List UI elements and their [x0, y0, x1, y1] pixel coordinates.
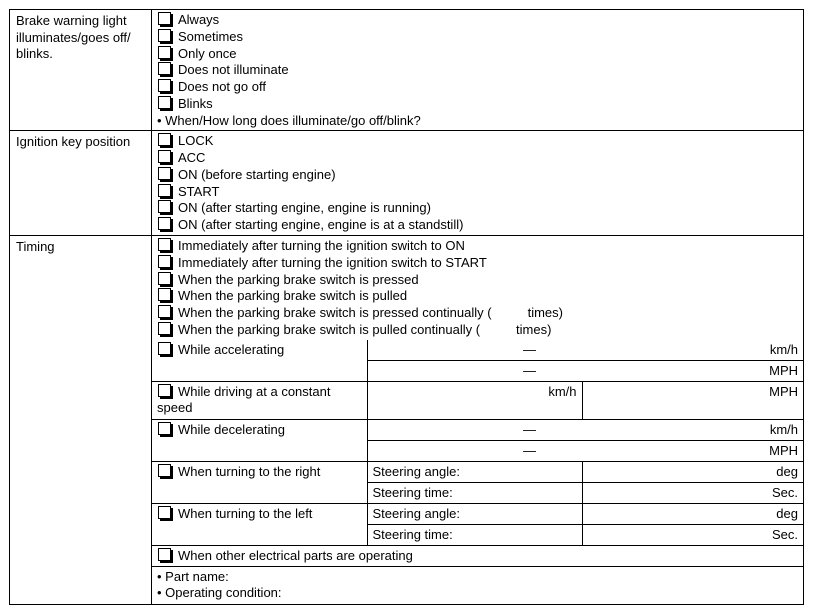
brake-warning-options: [152, 10, 804, 131]
checkbox-icon[interactable]: [158, 46, 171, 59]
checkbox-icon[interactable]: [158, 272, 171, 285]
turn-right-row: [152, 461, 803, 482]
option-only-once[interactable]: Only once: [157, 46, 799, 63]
option-on-standstill[interactable]: ON (after starting engine, engine is at a standstill): [157, 217, 799, 234]
constant-speed-option[interactable]: While driving at a constant speed: [152, 381, 367, 419]
option-on-running[interactable]: ON (after starting engine, engine is running): [157, 200, 799, 217]
checkbox-icon[interactable]: [158, 96, 171, 109]
checkbox-icon[interactable]: [158, 167, 171, 180]
accelerating-mph-field[interactable]: — MPH: [367, 360, 803, 381]
brake-warning-label: Brake warning light illuminates/goes off/ blinks.: [10, 10, 152, 131]
option-after-on[interactable]: Immediately after turning the ignition switch to ON: [157, 238, 799, 255]
steering-angle-label: Steering angle:: [367, 503, 582, 524]
option-after-start[interactable]: Immediately after turning the ignition switch to START: [157, 255, 799, 272]
steering-time-label: Steering time:: [367, 482, 582, 503]
checkbox-icon[interactable]: [158, 288, 171, 301]
checkbox-icon[interactable]: [158, 506, 171, 519]
checkbox-icon[interactable]: [158, 238, 171, 251]
steering-time-label: Steering time:: [367, 524, 582, 545]
checkbox-icon[interactable]: [158, 255, 171, 268]
checkbox-icon[interactable]: [158, 342, 171, 355]
checkbox-icon[interactable]: [158, 133, 171, 146]
timing-cell: [152, 236, 804, 605]
option-does-not-go-off[interactable]: Does not go off: [157, 79, 799, 96]
option-brake-pressed[interactable]: When the parking brake switch is pressed: [157, 272, 799, 289]
part-details-row: [152, 566, 803, 604]
checkbox-icon[interactable]: [158, 200, 171, 213]
option-blinks[interactable]: Blinks: [157, 96, 799, 113]
timing-label: Timing: [10, 236, 152, 605]
checkbox-icon[interactable]: [158, 150, 171, 163]
turn-left-option[interactable]: When turning to the left: [152, 503, 367, 545]
checkbox-icon[interactable]: [158, 62, 171, 75]
driving-conditions-table: [152, 340, 803, 604]
checkbox-icon[interactable]: [158, 217, 171, 230]
decelerating-kmh-field[interactable]: — km/h: [367, 419, 803, 440]
part-name-label: • Part name:: [157, 568, 229, 584]
checkbox-icon[interactable]: [158, 79, 171, 92]
electrical-option[interactable]: When other electrical parts are operating: [152, 545, 803, 566]
constant-speed-mph-field[interactable]: MPH: [582, 381, 803, 419]
decelerating-mph-field[interactable]: — MPH: [367, 440, 803, 461]
brake-warning-row: [10, 10, 804, 131]
checkbox-icon[interactable]: [158, 322, 171, 335]
decelerating-option[interactable]: While decelerating: [152, 419, 367, 461]
steering-angle-label: Steering angle:: [367, 461, 582, 482]
ignition-label: Ignition key position: [10, 131, 152, 236]
ignition-row: [10, 131, 804, 236]
turn-right-angle-field[interactable]: deg: [582, 461, 803, 482]
constant-speed-kmh-field[interactable]: km/h: [367, 381, 582, 419]
checkbox-icon[interactable]: [158, 29, 171, 42]
checkbox-icon[interactable]: [158, 384, 171, 397]
checkbox-icon[interactable]: [158, 422, 171, 435]
checkbox-icon[interactable]: [158, 12, 171, 25]
option-pulled-continually[interactable]: When the parking brake switch is pulled continually ( times): [157, 322, 799, 339]
timing-options: [152, 236, 803, 340]
turn-right-time-field[interactable]: Sec.: [582, 482, 803, 503]
option-always[interactable]: Always: [157, 12, 799, 29]
ignition-options: [152, 131, 804, 236]
option-pressed-continually[interactable]: When the parking brake switch is pressed continually ( times): [157, 305, 799, 322]
option-on-before-start[interactable]: ON (before starting engine): [157, 167, 799, 184]
checkbox-icon[interactable]: [158, 464, 171, 477]
checkbox-icon[interactable]: [158, 305, 171, 318]
constant-speed-row: [152, 381, 803, 419]
option-sometimes[interactable]: Sometimes: [157, 29, 799, 46]
checkbox-icon[interactable]: [158, 184, 171, 197]
turn-right-option[interactable]: When turning to the right: [152, 461, 367, 503]
accelerating-kmh-field[interactable]: — km/h: [367, 340, 803, 361]
option-lock[interactable]: LOCK: [157, 133, 799, 150]
electrical-row: [152, 545, 803, 566]
turn-left-angle-field[interactable]: deg: [582, 503, 803, 524]
timing-row: [10, 236, 804, 605]
checkbox-icon[interactable]: [158, 548, 171, 561]
brake-note: • When/How long does illuminate/go off/blink?: [157, 112, 421, 128]
inspection-form: [9, 9, 804, 605]
turn-left-time-field[interactable]: Sec.: [582, 524, 803, 545]
part-details-cell[interactable]: [152, 566, 803, 604]
option-acc[interactable]: ACC: [157, 150, 799, 167]
option-start[interactable]: START: [157, 184, 799, 201]
accelerating-row: [152, 340, 803, 361]
operating-condition-label: • Operating condition:: [157, 585, 282, 601]
accelerating-option[interactable]: While accelerating: [152, 340, 367, 382]
option-brake-pulled[interactable]: When the parking brake switch is pulled: [157, 288, 799, 305]
decelerating-row: [152, 419, 803, 440]
turn-left-row: [152, 503, 803, 524]
option-does-not-illuminate[interactable]: Does not illuminate: [157, 62, 799, 79]
